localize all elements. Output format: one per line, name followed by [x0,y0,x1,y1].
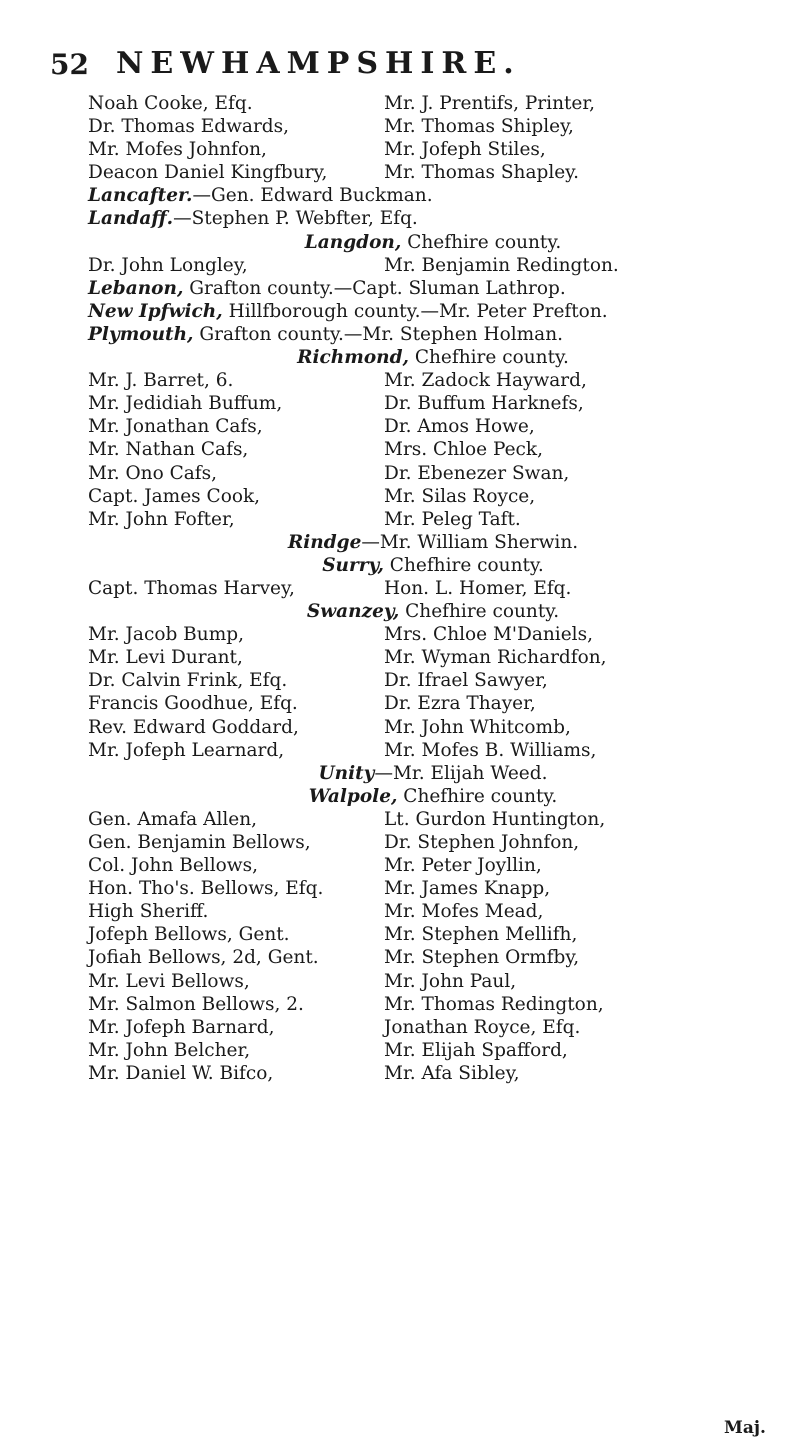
left-name: Gen. Amafa Allen, [88,808,258,830]
right-name: Mr. Mofes B. Williams, [384,739,597,761]
town-name: Swanzey, [306,601,400,623]
left-name: Capt. James Cook, [88,485,261,507]
right-name: Dr. Amos Howe, [384,416,535,438]
left-name: Mr. John Belcher, [88,1039,251,1061]
town-name: Langdon, [304,231,402,253]
town-entry [88,277,778,300]
right-name: Mr. Wyman Richardfon, [384,647,607,669]
left-name: Noah Cooke, Efq. [88,93,253,114]
subscriber-list [88,92,778,1085]
town-entry [88,323,778,346]
town-heading [88,762,778,785]
left-name: Col. John Bellows, [88,855,258,877]
left-name: Mr. Salmon Bellows, 2. [88,993,304,1015]
town-entry [88,300,778,323]
left-name: Dr. Calvin Frink, Efq. [88,670,288,692]
name-row [88,946,778,969]
name-row [88,415,778,438]
town-entry [88,184,778,207]
name-row [88,646,778,669]
right-name: Dr. Ebenezer Swan, [384,462,570,484]
town-detail: Chefhire county. [408,347,569,369]
town-name: Walpole, [308,785,398,807]
name-row [88,623,778,646]
left-name: Dr. Thomas Edwards, [88,116,290,138]
left-name: Hon. Tho's. Bellows, Efq. [88,878,324,900]
name-row [88,369,778,392]
name-row [88,808,778,831]
town-detail: Grafton county.—Mr. Stephen Holman. [193,323,564,345]
left-name: Francis Goodhue, Efq. [88,693,298,715]
name-row [88,438,778,461]
town-name: Landaff. [88,208,174,230]
town-name: Lebanon, [88,277,184,299]
town-name: Richmond, [297,347,409,369]
name-row [88,854,778,877]
left-name: Mr. Jedidiah Buffum, [88,393,283,415]
page-number: 52 [50,48,89,81]
name-row [88,716,778,739]
town-detail: Chefhire county. [401,231,562,253]
name-row [88,692,778,715]
catchword: Maj. [724,1418,766,1438]
town-detail: —Stephen P. Webfter, Efq. [173,208,418,230]
left-name: Mr. Ono Cafs, [88,462,218,484]
town-name: Lancafter. [88,185,193,207]
left-name: Deacon Daniel Kingfbury, [88,162,328,184]
left-name: High Sheriff. [88,901,209,923]
town-name: Surry, [322,554,384,576]
town-detail: —Mr. Elijah Weed. [374,762,548,784]
name-row [88,1016,778,1039]
right-name: Dr. Ifrael Sawyer, [384,670,548,692]
right-name: Mr. Stephen Mellifh, [384,924,578,946]
town-detail: Grafton county.—Capt. Sluman Lathrop. [183,277,566,299]
left-name: Capt. Thomas Harvey, [88,577,295,599]
left-name: Rev. Edward Goddard, [88,716,299,738]
town-heading [88,231,778,254]
right-name: Mr. Peter Joyllin, [384,855,542,877]
right-name: Mr. Afa Sibley, [384,1062,520,1084]
town-entry [88,207,778,230]
right-name: Mr. Thomas Redington, [384,993,604,1015]
town-detail: Chefhire county. [383,554,544,576]
left-name: Mr. Levi Durant, [88,647,243,669]
right-name: Mr. Elijah Spafford, [384,1039,568,1061]
left-name: Mr. J. Barret, 6. [88,370,234,392]
left-name: Mr. Mofes Johnfon, [88,139,267,161]
name-row [88,92,778,115]
name-row [88,669,778,692]
left-name: Jofeph Bellows, Gent. [88,924,290,946]
left-name: Mr. Nathan Cafs, [88,439,249,461]
name-row [88,161,778,184]
left-name: Mr. Jacob Bump, [88,624,244,646]
name-row [88,254,778,277]
town-detail: —Gen. Edward Buckman. [192,185,433,207]
right-name: Mr. J. Prentifs, Printer, [384,93,596,114]
town-heading [88,600,778,623]
left-name: Mr. Levi Bellows, [88,970,250,992]
town-name: Unity [318,762,375,784]
name-row [88,739,778,762]
name-row [88,993,778,1016]
name-row [88,392,778,415]
right-name: Mr. Benjamin Redington. [384,254,619,276]
left-name: Mr. John Fofter, [88,508,235,530]
name-row [88,831,778,854]
name-row [88,970,778,993]
right-name: Mr. Peleg Taft. [384,508,521,530]
left-name: Jofiah Bellows, 2d, Gent. [88,947,319,969]
name-row [88,508,778,531]
right-name: Hon. L. Homer, Efq. [384,577,572,599]
right-name: Mr. Thomas Shipley, [384,116,574,138]
town-detail: —Mr. William Sherwin. [361,531,579,553]
name-row [88,1062,778,1085]
right-name: Mr. Silas Royce, [384,485,536,507]
running-header [50,46,770,86]
right-name: Mr. John Whitcomb, [384,716,571,738]
right-name: Mr. Zadock Hayward, [384,370,587,392]
name-row [88,900,778,923]
page-title: NEWHAMPSHIRE. [116,46,521,81]
town-detail: Hillfborough county.—Mr. Peter Prefton. [222,300,608,322]
town-name: Plymouth, [88,323,194,345]
town-detail: Chefhire county. [399,601,560,623]
right-name: Dr. Stephen Johnfon, [384,832,580,853]
name-row [88,462,778,485]
name-row [88,923,778,946]
left-name: Gen. Benjamin Bellows, [88,832,311,853]
town-detail: Chefhire county. [397,785,558,807]
right-name: Dr. Ezra Thayer, [384,693,536,715]
right-name: Mrs. Chloe Peck, [384,439,544,461]
town-heading [88,531,778,554]
town-name: New Ipfwich, [88,300,223,322]
town-heading [88,346,778,369]
town-heading [88,785,778,808]
name-row [88,115,778,138]
town-name: Rindge [287,531,362,553]
name-row [88,1039,778,1062]
right-name: Mrs. Chloe M'Daniels, [384,624,593,646]
right-name: Dr. Buffum Harknefs, [384,393,584,415]
left-name: Dr. John Longley, [88,254,248,276]
left-name: Mr. Jofeph Learnard, [88,739,285,761]
name-row [88,877,778,900]
town-heading [88,554,778,577]
right-name: Lt. Gurdon Huntington, [384,808,606,830]
right-name: Mr. Thomas Shapley. [384,162,580,184]
left-name: Mr. Daniel W. Bifco, [88,1062,274,1084]
right-name: Mr. Jofeph Stiles, [384,139,546,161]
right-name: Mr. James Knapp, [384,878,551,900]
left-name: Mr. Jonathan Cafs, [88,416,263,438]
name-row [88,577,778,600]
name-row [88,138,778,161]
left-name: Mr. Jofeph Barnard, [88,1016,275,1038]
name-row [88,485,778,508]
right-name: Mr. Stephen Ormfby, [384,947,580,969]
right-name: Mr. Mofes Mead, [384,901,544,923]
right-name: Mr. John Paul, [384,970,517,992]
right-name: Jonathan Royce, Efq. [384,1016,581,1038]
